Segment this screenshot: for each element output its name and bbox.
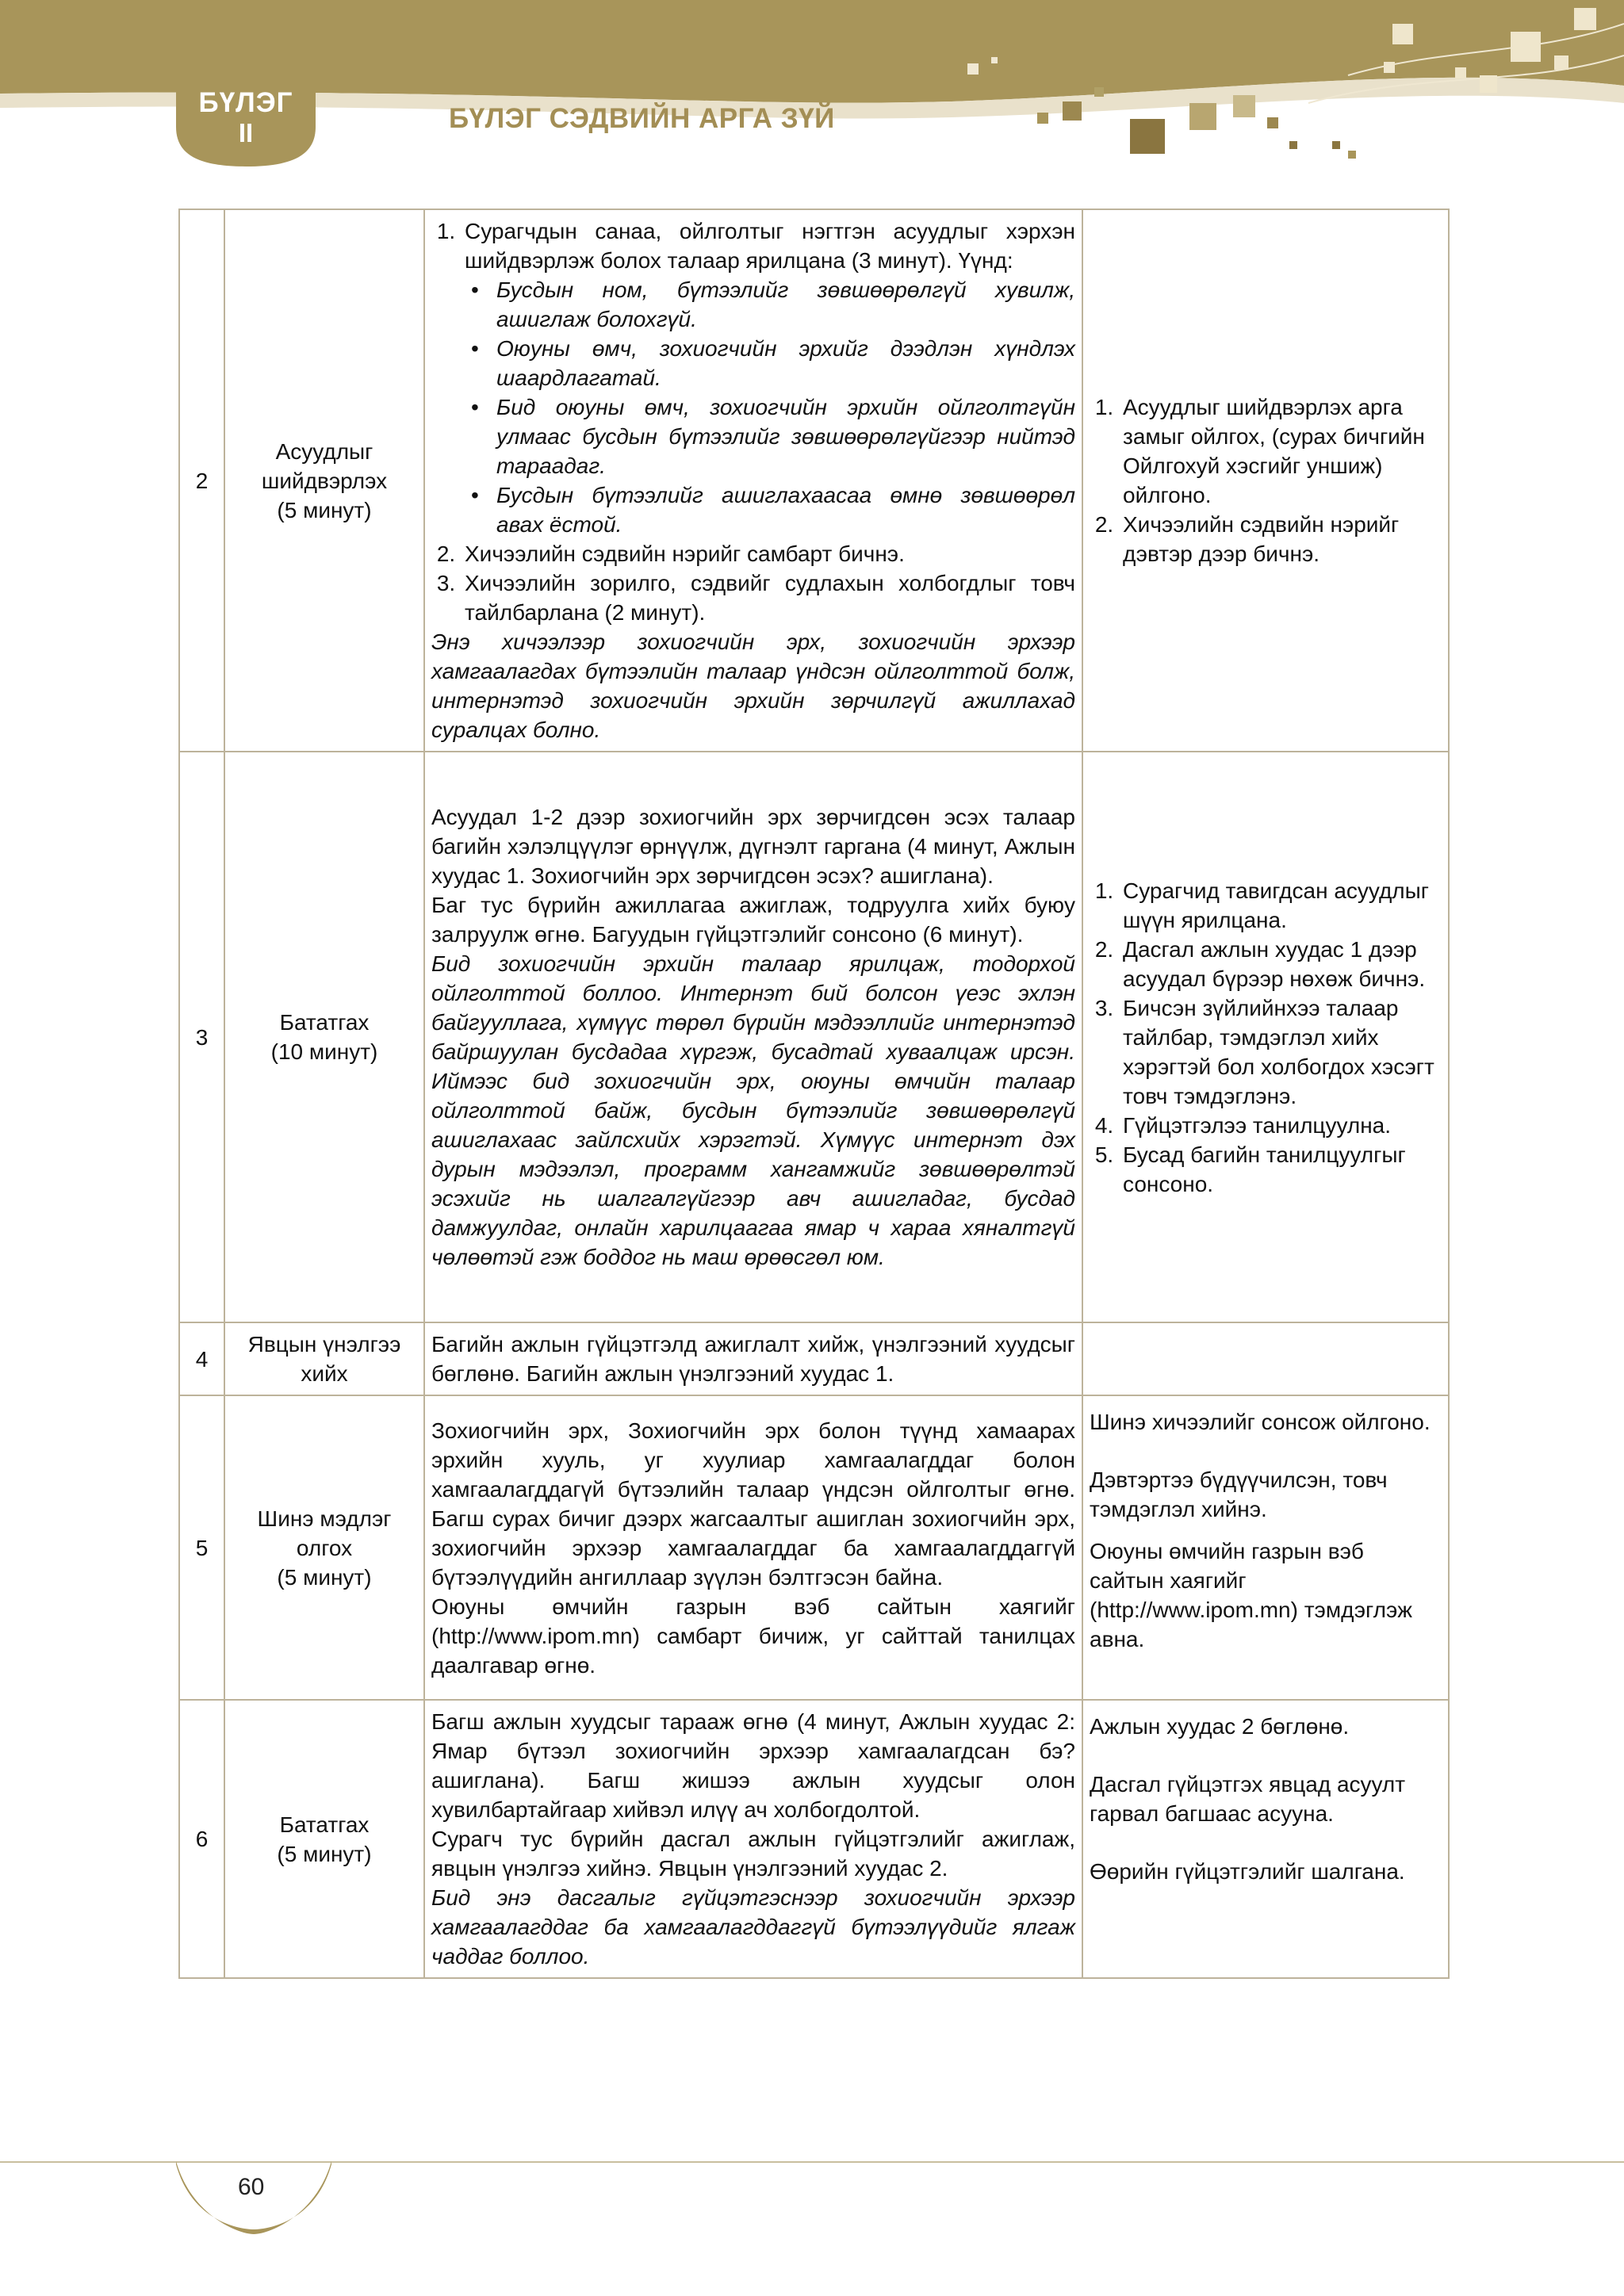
teacher-note: Бид зохиогчийн эрхийн талаар ярилцаж, тодорхой ойлголттой боллоо. Интернэт бий болсон үеэс эхлэн байгууллага, хүмүүс төрөл бүрийн мэдээллийг интернэтэд байршуулан бусдадаа хүргэж, бусадтай хуваалцаж ирсэн. Иймээс бид зохиогчийн эрх, оюуны өмчийн талаар ойлголттой байж, бусдын бүтээлийг зөвшөөрөлгүй ашиглахаас зайлсхийх хэрэгтэй. Хүмүүс интернэт дэх дурын мэдээлэл, программ хангамжийг зөвшөөрөлтэй эсэхийг нь шалгалгүйгээр авч ашигладаг, бусдад дамжуулдаг, онлайн харилцаагаа ямар ч хараа хяналтгүй чөлөөтэй гэж боддог нь маш өрөөсгөл юм. [431,951,1075,1269]
row-number: 3 [179,752,224,1322]
stage-cell [224,209,424,752]
student-paragraph: Ажлын хуудас 2 бөглөнө. [1090,1714,1350,1739]
student-paragraph: Оюуны өмчийн газрын вэб сайтын хаягийг (http://www.ipom.mn) тэмдэглэж авна. [1090,1539,1412,1651]
stage-line: Шинэ мэдлэг [257,1506,392,1531]
bullet-item: • Оюуны өмч, зохиогчийн эрхийг дээдлэн хүндлэх шаардлагатай. [496,334,1075,392]
list-item: 3. Хичээлийн зорилго, сэдвийг судлахын холбогдлыг товч тайлбарлана (2 минут). [462,568,1075,627]
teacher-note: Энэ хичээлээр зохиогчийн эрх, зохиогчийн эрхээр хамгаалагдах бүтээлийн талаар үндсэн ойлголттой болж, интернэтэд зохиогчийн эрхийн зөрчилгүй ажиллахад суралцах болно. [431,629,1075,742]
table-row [179,209,1449,752]
stage-line: Асуудлыг [275,438,373,464]
list-item [462,216,1075,539]
stage-line: Бататгах [279,1010,370,1035]
bullet-item: • Бид оюуны өмч, зохиогчийн эрхийн ойлголтгүйн улмаас бусдын бүтээлийг зөвшөөрөлгүйгээр нийтэд тараадаг. [496,392,1075,480]
teacher-paragraph: Сурагч тус бүрийн дасгал ажлын гүйцэтгэлийг ажиглаж, явцын үнэлгээ хийнэ. Явцын үнэлгээний хуудас 2. [431,1827,1075,1881]
teacher-paragraph: Асуудал 1-2 дээр зохиогчийн эрх зөрчигдсөн эсэх талаар багийн хэлэлцүүлэг өрнүүлж, дүгнэлт гаргана (4 минут, Ажлын хуудас 1. Зохиогчийн эрх зөрчигдсөн эсэх? ашиглана). [431,805,1075,888]
student-paragraph: Шинэ хичээлийг сонсож ойлгоно. [1090,1410,1431,1434]
list-item: 1. Асуудлыг шийдвэрлэх арга замыг ойлгох, (сурах бичгийн Ойлгохуй хэсгийг уншиж) ойлгоно. [1120,392,1442,510]
stage-line: Бататгах [279,1812,370,1837]
teacher-activity-cell [424,752,1082,1322]
bullet-item: • Бусдын ном, бүтээлийг зөвшөөрөлгүй хувилж, ашиглаж болохгүй. [496,275,1075,334]
chapter-number: II [238,118,254,147]
bullet-list [465,275,1075,539]
teacher-paragraph: Зохиогчийн эрх, Зохиогчийн эрх болон түүнд хамаарах эрхийн хууль, уг хуулиар хамгаалагддаг болон хамгаалагддагүй бүтээлийн талаар үндсэн ойлголтыг өгнө. Багш сурах бичиг дээрх жагсаалтыг ашиглан зохиогчийн эрх, зохиогчийн эрхээр хамгаалагддаг ба хамгаалагддаггүй бүтээлүүдийн ангиллаар зүүлэн бэлтгэсэн байна. [431,1418,1075,1590]
table-row [179,752,1449,1322]
student-paragraph: Дэвтэртээ бүдүүчилсэн, товч тэмдэглэл хийнэ. [1090,1468,1388,1521]
teacher-activity-cell [424,1700,1082,1978]
list-item: 2. Хичээлийн сэдвийн нэрийг самбарт бичнэ. [462,539,1075,568]
stage-cell [224,752,424,1322]
page-header [0,0,1624,170]
student-steps [1090,392,1442,568]
student-activity-cell [1082,752,1449,1322]
table-row [179,1322,1449,1395]
stage-line: (10 минут) [270,1039,378,1064]
row-number: 2 [179,209,224,752]
list-item: 2. Хичээлийн сэдвийн нэрийг дэвтэр дээр бичнэ. [1120,510,1442,568]
stage-line: Явцын үнэлгээ [247,1332,401,1357]
row-number: 6 [179,1700,224,1978]
row-number: 4 [179,1322,224,1395]
chapter-badge [176,81,316,166]
table-row [179,1700,1449,1978]
list-item: 2. Дасгал ажлын хуудас 1 дээр асуудал бүрээр нөхөж бичнэ. [1120,935,1442,993]
section-title: БҮЛЭГ СЭДВИЙН АРГА ЗҮЙ [449,103,835,134]
stage-line: (5 минут) [277,1841,372,1866]
teacher-activity-cell [424,209,1082,752]
student-paragraph: Дасгал гүйцэтгэх явцад асуулт гарвал багшаас асууна. [1090,1772,1406,1826]
student-activity-cell [1082,209,1449,752]
page-number: 60 [238,2174,265,2200]
lesson-plan-table [178,209,1450,1979]
bullet-item: • Бусдын бүтээлийг ашиглахаасаа өмнө зөвшөөрөл авах ёстой. [496,480,1075,539]
student-activity-cell [1082,1395,1449,1700]
stage-cell [224,1395,424,1700]
stage-line: хийх [301,1361,348,1386]
stage-line: шийдвэрлэх [261,468,388,493]
teacher-activity-cell [424,1322,1082,1395]
teacher-note: Бид энэ дасгалыг гүйцэтгэснээр зохиогчийн эрхээр хамгаалагддаг ба хамгаалагддаггүй бүтээлүүдийг ялгаж чаддаг боллоо. [431,1885,1075,1969]
teacher-paragraph: Багш ажлын хуудсыг тарааж өгнө (4 минут, Ажлын хуудас 2: Ямар бүтээл зохиогчийн эрхээр хамгаалагдсан бэ? ашиглана). Багш жишээ ажлын хуудсыг олон хувилбартайгаар хийвэл илүү ач холбогдолтой. [431,1709,1075,1822]
student-steps [1090,876,1442,1199]
student-activity-cell [1082,1322,1449,1395]
student-activity-cell [1082,1700,1449,1978]
teacher-activity-cell [424,1395,1082,1700]
student-paragraph: Өөрийн гүйцэтгэлийг шалгана. [1090,1859,1405,1884]
row-number: 5 [179,1395,224,1700]
teacher-paragraph: Багийн ажлын гүйцэтгэлд ажиглалт хийж, үнэлгээний хуудсыг бөглөнө. Багийн ажлын үнэлгээний хуудас 1. [431,1332,1075,1386]
teacher-paragraph: Оюуны өмчийн газрын вэб сайтын хаягийг (http://www.ipom.mn) самбарт бичиж, уг сайттай танилцах даалгавар өгнө. [431,1594,1075,1678]
teacher-steps [431,216,1075,627]
step-text: Сурагчдын санаа, ойлголтыг нэгтгэн асуудлыг хэрхэн шийдвэрлэж болох талаар ярилцана (3 минут). Үүнд: [465,219,1075,273]
stage-line: (5 минут) [277,1564,372,1590]
table-row [179,1395,1449,1700]
list-item: 3. Бичсэн зүйлийнхээ талаар тайлбар, тэмдэглэл хийх хэрэгтэй бол холбогдох хэсэгт товч тэмдэглэнэ. [1120,993,1442,1111]
stage-cell [224,1322,424,1395]
list-item: 1. Сурагчид тавигдсан асуудлыг шүүн ярилцана. [1120,876,1442,935]
teacher-paragraph: Баг тус бүрийн ажиллагаа ажиглаж, тодруулга хийх буюу залруулж өгнө. Багуудын гүйцэтгэлийг сонсоно (6 минут). [431,893,1075,947]
stage-line: (5 минут) [277,497,372,522]
list-item: 4. Гүйцэтгэлээ танилцуулна. [1120,1111,1442,1140]
chapter-word: БҮЛЭГ [198,87,293,118]
list-item: 5. Бусад багийн танилцуулгыг сонсоно. [1120,1140,1442,1199]
stage-cell [224,1700,424,1978]
stage-line: олгох [296,1535,353,1560]
